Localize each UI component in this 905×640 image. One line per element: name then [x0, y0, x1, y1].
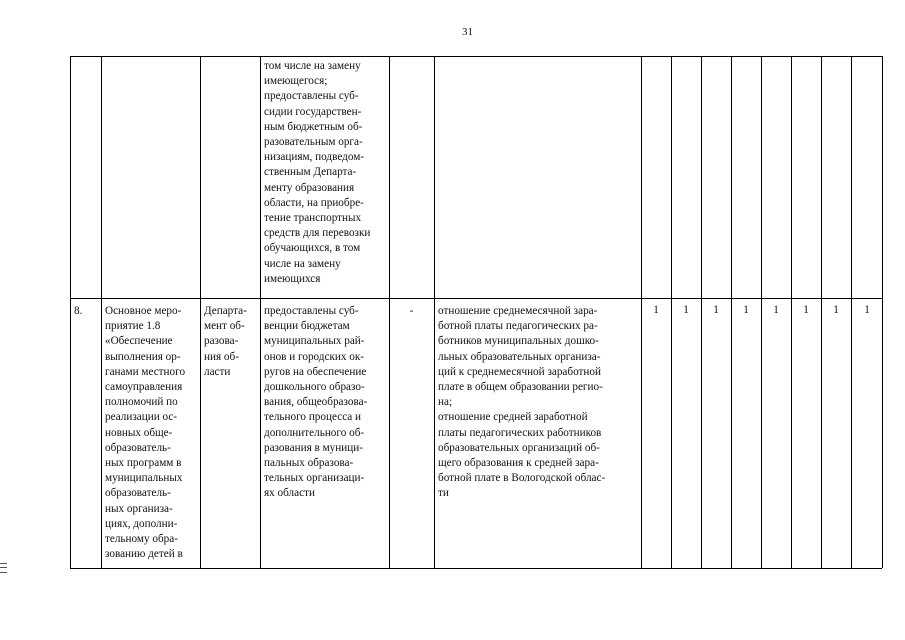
col-border — [882, 56, 883, 568]
event-name: Основное меро- приятие 1.8 «Обеспечение выполнения ор- ганами местного самоуправления полномочий по реализации ос- новных обще- образователь- ных программ в муниципальных образователь- ных организа- циях, дополни- тельному обра- зованию детей в — [105, 305, 186, 561]
indicator-value: 1 — [803, 304, 809, 316]
dash-cell: - — [409, 305, 414, 317]
indicator-value: 1 — [773, 304, 779, 316]
indicator-value: 1 — [683, 304, 689, 316]
col-border — [260, 56, 261, 568]
table-bottom-border — [70, 568, 882, 569]
indicator-value: 1 — [833, 304, 839, 316]
scan-margin-mark — [0, 563, 7, 573]
page-number: 31 — [462, 26, 473, 38]
executor: Департа- мент об- разова- ния об- ласти — [204, 305, 247, 378]
indicators-text: отношение среднемесячной зара- ботной платы педагогических ра- ботников муниципальных дошко- льных образовательных организа- ций к среднемесячной заработной плате в общем образовании регио- на; отношение средней заработной платы педагогических работников образовательных организаций об- щего образования к средней зара- ботной плате в Вологодской облас- ти — [438, 305, 606, 500]
col-border — [434, 56, 435, 568]
measure-text: предоставлены суб- венции бюджетам муниципальных рай- онов и городских ок- ругов на обеспечение дошкольного образо- вания, общеобразова- тельного процесса и дополнительного об- разования в муници- пальных образова- тельных организаци- ях области — [264, 305, 368, 500]
continuation-measure-text: том числе на замену имеющегося; предоставлены суб- сидии государствен- ным бюджетным об- разовательным орга- низациям, подведом- ственным Департа- менту образования области, на приобре- тение транспортных средств для перевозки обучающихся, в том числе на замену имеющихся — [264, 60, 371, 285]
col-border — [101, 56, 102, 568]
indicator-value: 1 — [743, 304, 749, 316]
indicator-value: 1 — [653, 304, 659, 316]
row-number: 8. — [74, 305, 83, 317]
indicator-value: 1 — [864, 304, 870, 316]
col-border — [70, 56, 71, 568]
indicator-value: 1 — [713, 304, 719, 316]
